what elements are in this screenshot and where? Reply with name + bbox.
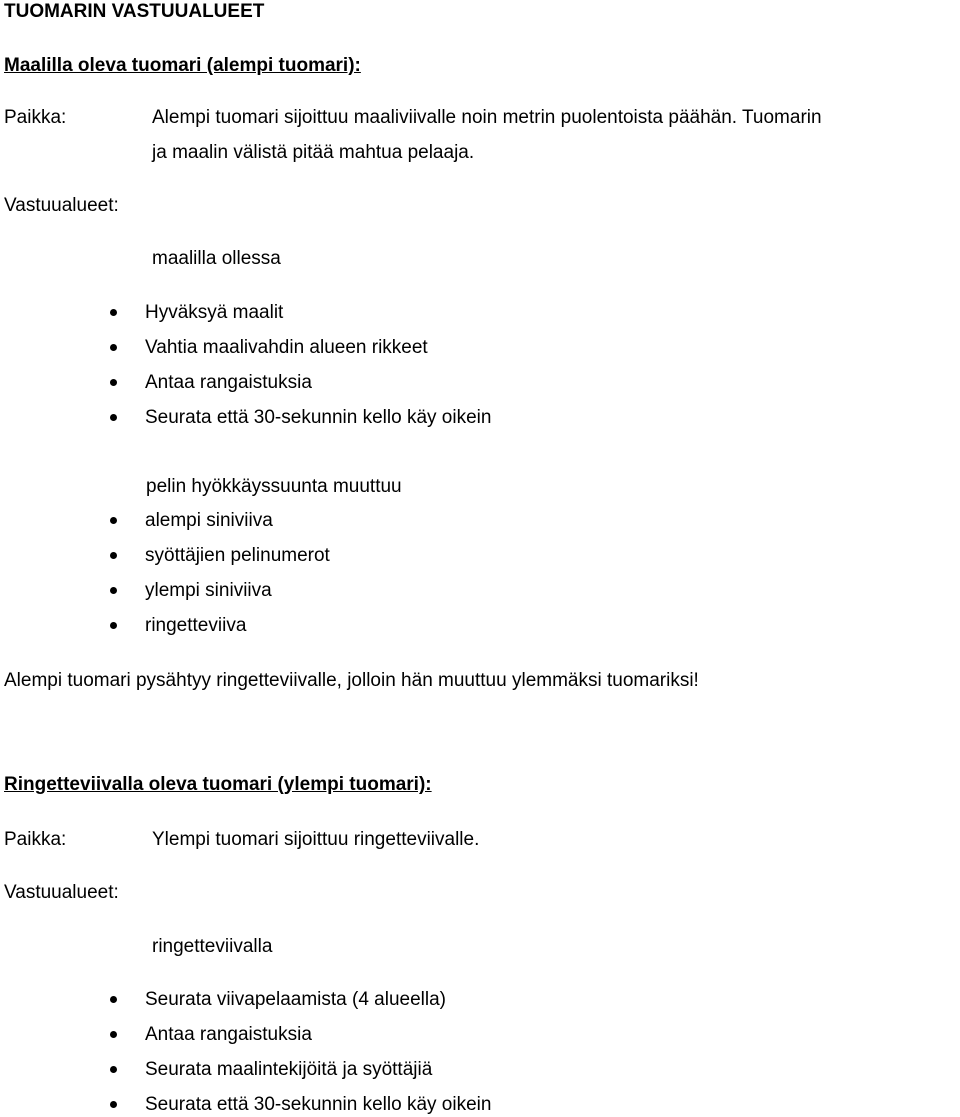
list-item [110,370,312,394]
bullet-icon [110,1066,117,1073]
list-item [110,1092,491,1116]
bullet-icon [110,414,117,421]
note-text: Alempi tuomari pysähtyy ringetteviivalle, jolloin hän muuttuu ylemmäksi tuomariksi! [4,670,699,691]
bullet-icon [110,1031,117,1038]
bullet-icon [110,344,117,351]
list-item-text: syöttäjien pelinumerot [145,544,330,566]
bullet-icon [110,996,117,1003]
list-item-text: ringetteviiva [145,614,247,636]
bullet-icon [110,379,117,386]
place-text-line-1: Ylempi tuomari sijoittuu ringetteviivalle. [152,829,480,850]
list-item [110,543,330,567]
bullet-icon [110,622,117,629]
list-item [110,335,428,359]
duties-group-title: ringetteviivalla [152,936,273,957]
place-text-line-1: Alempi tuomari sijoittuu maaliviivalle noin metrin puolentoista päähän. Tuomarin [152,107,822,128]
list-item [110,613,246,637]
list-item-text: Vahtia maalivahdin alueen rikkeet [145,336,428,358]
bullet-icon [110,587,117,594]
place-label: Paikka: [4,107,67,128]
list-item-text: Antaa rangaistuksia [145,1023,312,1045]
list-item [110,578,272,602]
list-item-text: Seurata että 30-sekunnin kello käy oikein [145,406,492,428]
list-item-text: Antaa rangaistuksia [145,371,312,393]
list-item-text: ylempi siniviiva [145,579,272,601]
list-item [110,1057,432,1081]
list-item-text: alempi siniviiva [145,509,273,531]
place-text-line-2: ja maalin välistä pitää mahtua pelaaja. [152,142,475,163]
bullet-icon [110,309,117,316]
document-title: TUOMARIN VASTUUALUEET [4,1,265,22]
duties-group-title: pelin hyökkäyssuunta muuttuu [146,476,402,497]
section-heading-upper-referee: Ringetteviivalla oleva tuomari (ylempi tuomari): [4,774,432,795]
list-item [110,405,491,429]
list-item [110,508,273,532]
list-item-text: Seurata maalintekijöitä ja syöttäjiä [145,1058,433,1080]
duties-group-title: maalilla ollessa [152,248,281,269]
list-item [110,987,446,1011]
list-item [110,300,283,324]
list-item-text: Seurata viivapelaamista (4 alueella) [145,988,446,1010]
bullet-icon [110,517,117,524]
section-heading-lower-referee: Maalilla oleva tuomari (alempi tuomari): [4,55,361,76]
place-label: Paikka: [4,829,67,850]
list-item-text: Hyväksyä maalit [145,301,284,323]
duties-label: Vastuualueet: [4,882,119,903]
duties-label: Vastuualueet: [4,195,119,216]
list-item [110,1022,312,1046]
bullet-icon [110,1101,117,1108]
bullet-icon [110,552,117,559]
list-item-text: Seurata että 30-sekunnin kello käy oikein [145,1093,492,1115]
